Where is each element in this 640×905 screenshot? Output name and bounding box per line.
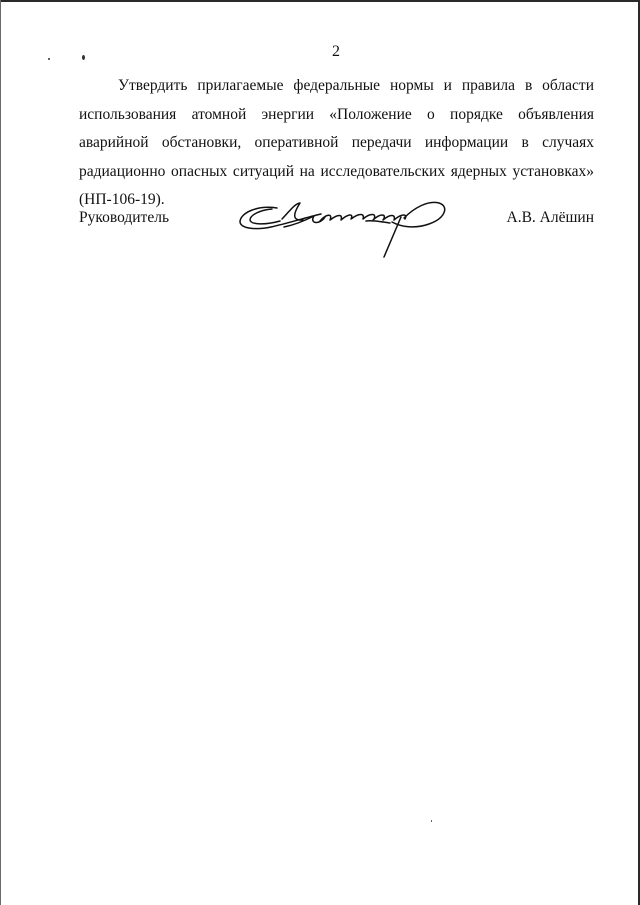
handwritten-signature [237, 196, 452, 258]
signatory-title: Руководитель [79, 209, 170, 226]
page-number: 2 [332, 43, 340, 60]
signature-block [79, 196, 594, 256]
scan-speck [431, 820, 432, 822]
scan-edge-left [0, 0, 1, 905]
scan-edge-top [0, 0, 640, 2]
signatory-name: А.В. Алёшин [506, 209, 594, 226]
approval-paragraph: Утвердить прилагаемые федеральные нормы и правила в области использования атомной энергии «Положение о порядке объявления аварийной обстановки, оперативной передачи информации в случаях радиационно опасных ситуаций на исследовательских ядерных установках» (НП-106-19). [79, 77, 594, 208]
